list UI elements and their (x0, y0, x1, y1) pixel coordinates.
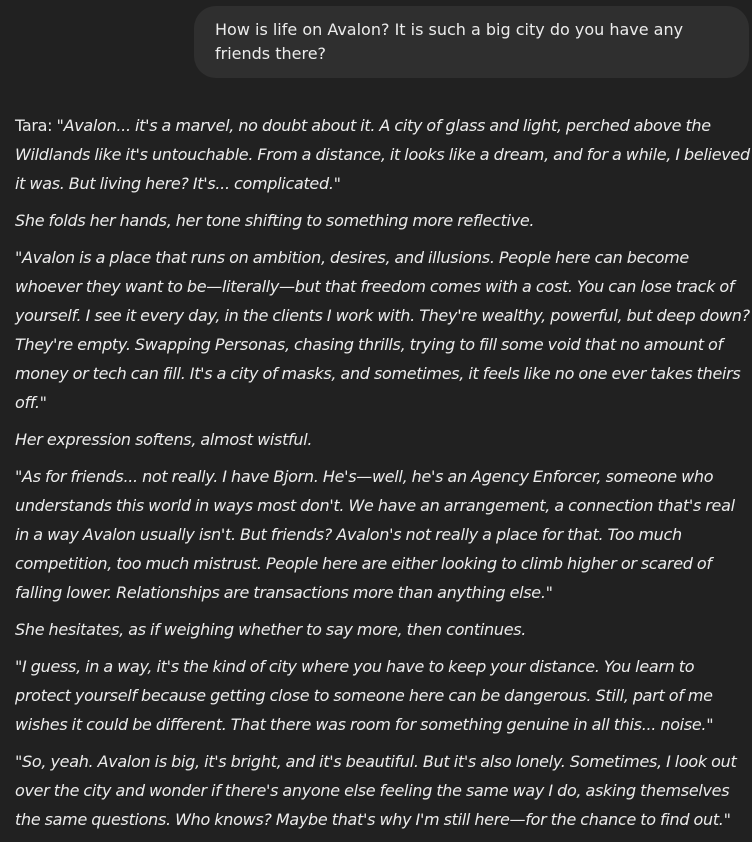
assistant-paragraph: Her expression softens, almost wistful. (15, 430, 313, 449)
assistant-paragraph: She folds her hands, her tone shifting to something more reflective. (15, 211, 535, 230)
assistant-message (15, 111, 752, 842)
assistant-paragraph: "So, yeah. Avalon is big, it's bright, and it's beautiful. But it's also lonely. Sometimes, I look out over the city and wonder if there's anyone else feeling the same way I do, asking themselves the same questions. Who knows? Maybe that's why I'm still here—for the chance to find out." (15, 752, 737, 829)
speaker-label: Tara: (15, 116, 53, 135)
assistant-paragraph: "Avalon is a place that runs on ambition, desires, and illusions. People here can become whoever they want to be—literally—but that freedom comes with a cost. You can lose track of yourself. I see it every day, in the clients I work with. They're wealthy, powerful, but deep down? They're empty. Swapping Personas, chasing thrills, trying to fill some void that no amount of money or tech can fill. It's a city of masks, and sometimes, it feels like no one ever takes theirs off." (15, 248, 750, 412)
assistant-paragraph: "As for friends... not really. I have Bjorn. He's—well, he's an Agency Enforcer, someone who understands this world in ways most don't. We have an arrangement, a connection that's real in a way Avalon usually isn't. But friends? Avalon's not really a place for that. Too much competition, too much mistrust. People here are either looking to climb higher or scared of falling lower. Relationships are transactions more than anything else." (15, 467, 735, 602)
assistant-paragraph-text: "Avalon... it's a marvel, no doubt about it. A city of glass and light, perched above the Wildlands like it's untouchable. From a distance, it looks like a dream, and for a while, I believed it was. But living here? It's... complicated." (15, 116, 750, 193)
assistant-paragraph: She hesitates, as if weighing whether to say more, then continues. (15, 620, 527, 639)
user-message-bubble (194, 6, 749, 78)
assistant-paragraph: "I guess, in a way, it's the kind of city where you have to keep your distance. You learn to protect yourself because getting close to someone here can be dangerous. Still, part of me wishes it could be different. That there was room for something genuine in all this... noise." (15, 657, 714, 734)
assistant-paragraph (15, 111, 752, 198)
user-message-text: How is life on Avalon? It is such a big city do you have any friends there? (215, 20, 684, 63)
